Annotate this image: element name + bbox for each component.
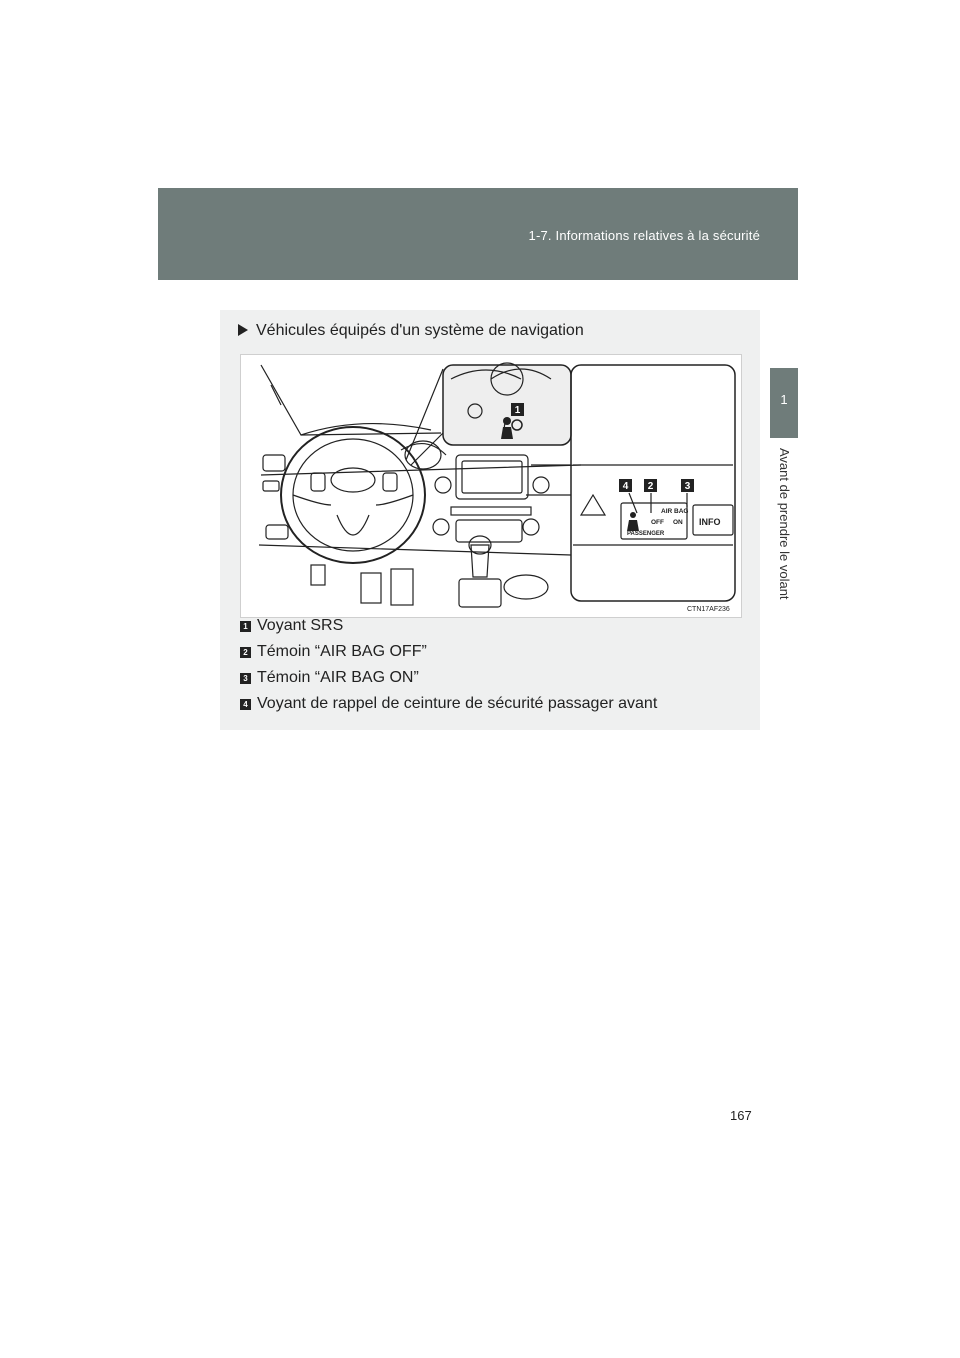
off-label: OFF bbox=[651, 519, 664, 526]
chapter-label bbox=[772, 448, 796, 628]
passenger-label: PASSENGER bbox=[627, 531, 665, 537]
legend-item bbox=[240, 695, 740, 713]
page-number: 167 bbox=[730, 1108, 752, 1123]
content-panel bbox=[220, 310, 760, 730]
section-title: 1-7. Informations relatives à la sécurité bbox=[528, 228, 760, 243]
dashboard-illustration bbox=[240, 354, 742, 618]
callout-2: 2 bbox=[647, 481, 654, 492]
callout-3: 3 bbox=[684, 481, 691, 492]
seatbelt-reminder-icon bbox=[627, 512, 639, 531]
figure-code: CTN17AF236 bbox=[687, 606, 730, 613]
legend-text-1: Voyant SRS bbox=[257, 617, 344, 634]
legend-num-3: 3 bbox=[240, 673, 251, 684]
steering-wheel bbox=[281, 427, 425, 563]
airbag-label: AIR BAG bbox=[661, 508, 689, 515]
dashboard-svg bbox=[241, 355, 741, 617]
legend-num-2: 2 bbox=[240, 647, 251, 658]
chapter-number: 1 bbox=[780, 392, 788, 407]
gear-shifter bbox=[471, 545, 489, 577]
legend-text-4: Voyant de rappel de ceinture de sécurité passager avant bbox=[257, 695, 658, 712]
chapter-tab bbox=[770, 368, 798, 438]
info-label: INFO bbox=[699, 517, 721, 527]
arrow-right-icon bbox=[238, 324, 248, 336]
legend-text-3: Témoin “AIR BAG ON” bbox=[257, 669, 419, 686]
callout-4: 4 bbox=[622, 481, 629, 492]
callout-1: 1 bbox=[514, 405, 521, 416]
hazard-icon bbox=[581, 495, 605, 515]
legend-num-1: 1 bbox=[240, 621, 251, 632]
legend-text-2: Témoin “AIR BAG OFF” bbox=[257, 643, 427, 660]
on-label: ON bbox=[673, 519, 683, 526]
left-vent bbox=[263, 455, 285, 471]
subheading-text: Véhicules équipés d'un système de navigation bbox=[256, 322, 584, 339]
legend-item bbox=[240, 643, 740, 661]
legend-num-4: 4 bbox=[240, 699, 251, 710]
subheading bbox=[238, 322, 584, 340]
legend-item bbox=[240, 669, 740, 687]
page-header bbox=[158, 188, 798, 280]
chapter-label-text: Avant de prendre le volant bbox=[777, 448, 792, 600]
legend-item bbox=[240, 617, 740, 635]
